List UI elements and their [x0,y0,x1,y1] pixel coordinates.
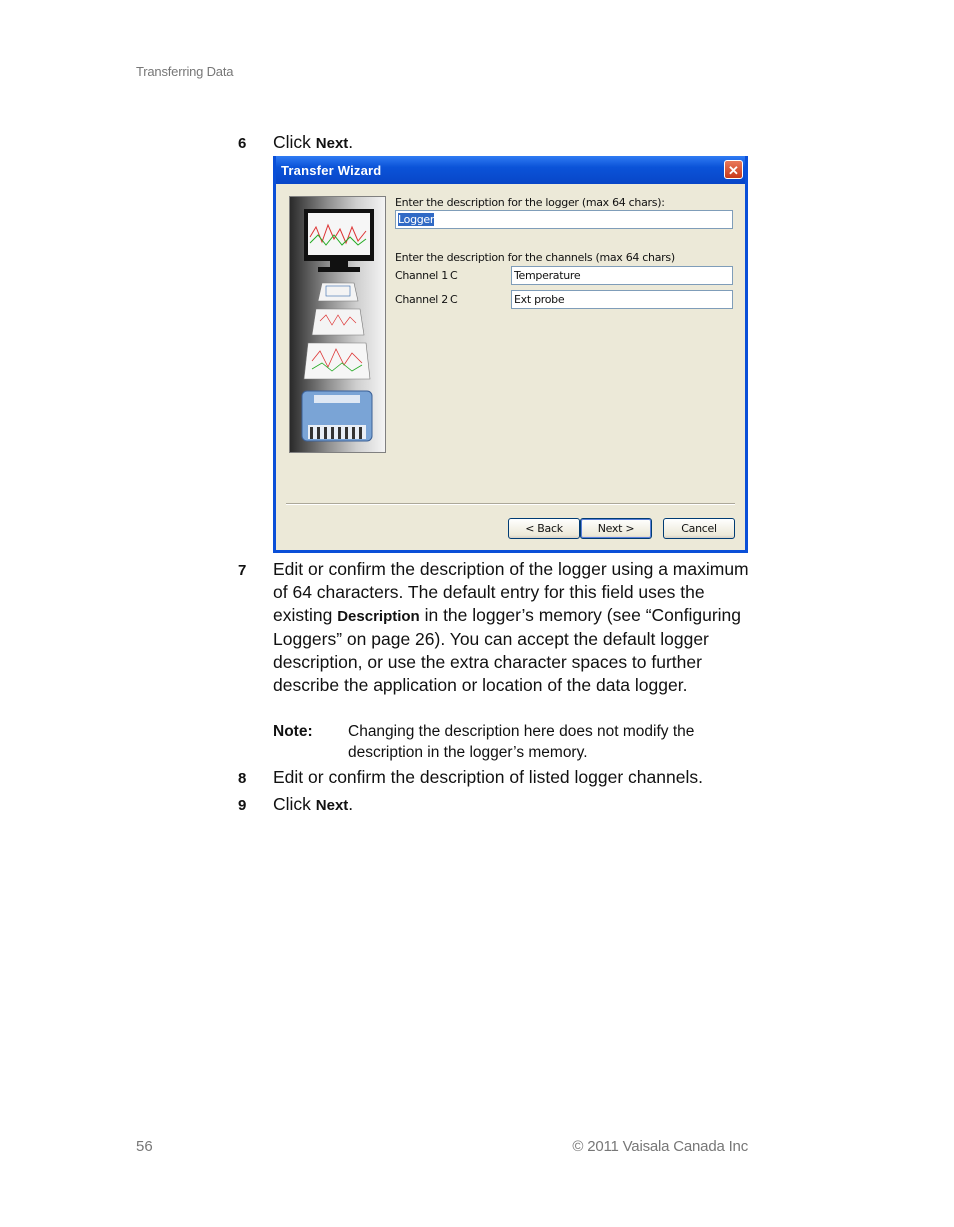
next-button[interactable]: Next > [580,518,652,539]
channel-2-description-input[interactable]: Ext probe [511,290,733,309]
ui-term-description: Description [337,608,420,625]
channel-2-label: Channel 2 [395,293,448,306]
channels-description-label: Enter the description for the channels (max 64 chars) [395,251,675,264]
step-number: 6 [238,135,247,152]
channel-2-unit: C [450,293,458,306]
logger-description-label: Enter the description for the logger (max 64 chars): [395,196,665,209]
dialog-separator [286,503,735,505]
transfer-wizard-dialog [273,156,748,553]
step-7 [238,558,758,697]
wizard-illustration [289,196,386,453]
running-header: Transferring Data [136,64,234,79]
dialog-titlebar [276,156,745,184]
step-text: Edit or confirm the description of the logger using a maximum of 64 characters. The default entry for this field uses the existing Description in the logger’s memory (see “Configuring Loggers” on page 26). You can accept the default logger description, or use the extra character spaces to further describe the application or location of the data logger. [273,559,749,695]
channel-1-description-input[interactable]: Temperature [511,266,733,285]
cancel-button[interactable]: Cancel [663,518,735,539]
note-label: Note: [273,723,313,740]
close-icon[interactable]: ✕ [724,160,743,179]
logger-description-input[interactable] [395,210,733,229]
step-number: 9 [238,797,247,814]
step-9 [238,793,758,817]
step-text: Click Next. [273,794,354,814]
ui-term-next: Next [315,797,349,814]
step-number: 8 [238,770,247,787]
dialog-title: Transfer Wizard [281,163,382,178]
page-number: 56 [136,1138,153,1155]
ui-term-next: Next [315,135,349,152]
note-text: Changing the description here does not modify the description in the logger’s memory. [348,723,695,761]
step-text: Edit or confirm the description of listed logger channels. [273,767,703,787]
channel-1-unit: C [450,269,458,282]
dialog-client-area [276,184,745,550]
back-button[interactable]: < Back [508,518,580,539]
step-number: 7 [238,562,247,579]
channel-1-label: Channel 1 [395,269,448,282]
copyright: © 2011 Vaisala Canada Inc [572,1138,748,1155]
step-6 [238,131,758,155]
logger-description-value: Logger [398,213,435,226]
logger-devices-illustration [290,197,385,452]
step-text: Click Next. [273,132,354,152]
step-8 [238,766,758,789]
note [273,721,743,763]
